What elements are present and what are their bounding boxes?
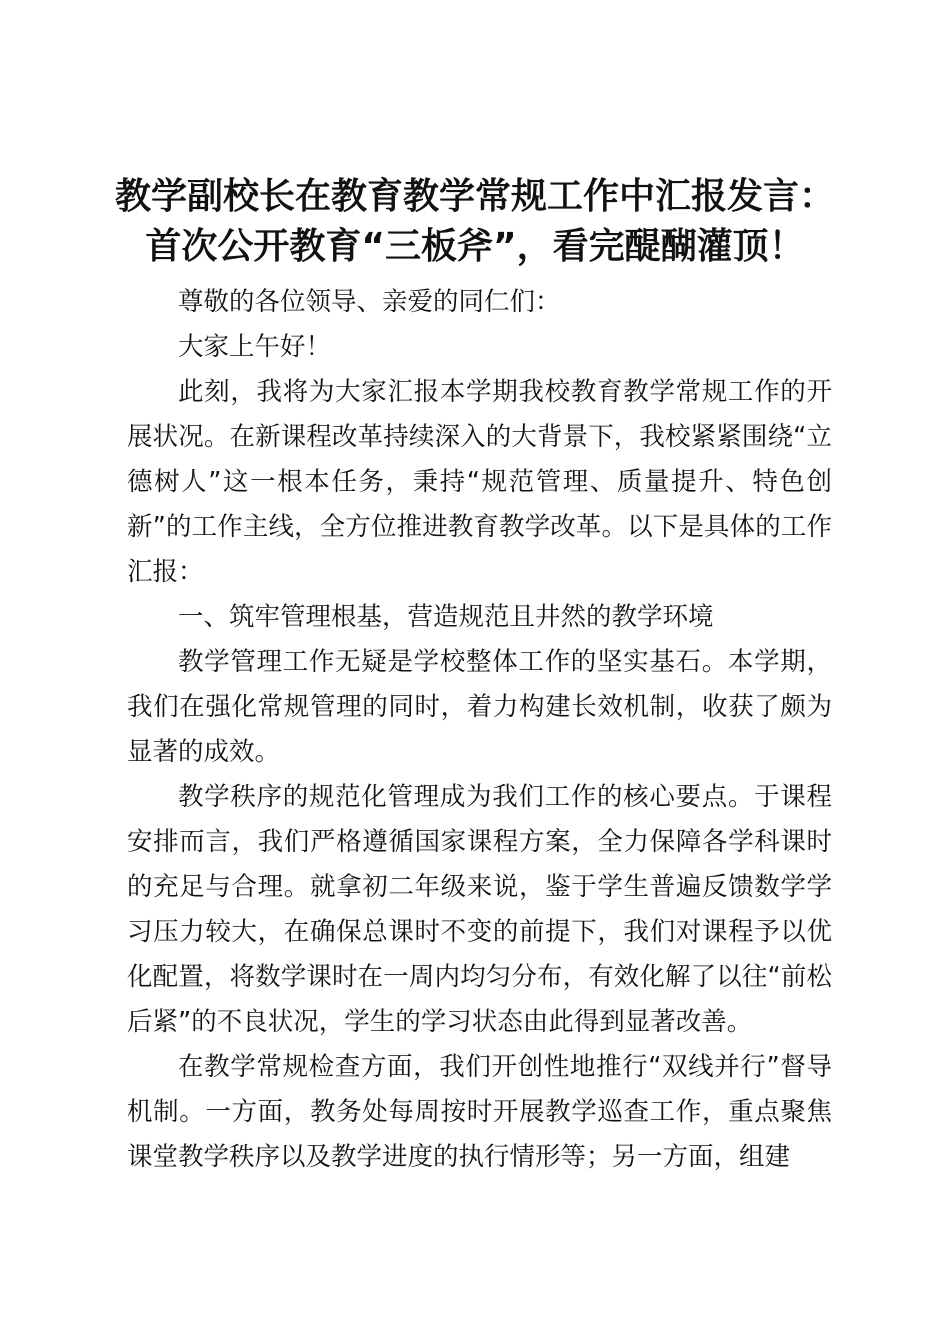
- salutation: 尊敬的各位领导、亲爱的同仁们：: [178, 287, 561, 317]
- document-title-line2: 首次公开教育“三板斧”，看完醍醐灌顶！: [145, 226, 805, 267]
- body-paragraph: 此刻，我将为大家汇报本学期我校教育教学常规工作的开展状况。在新课程改革持续深入的大背景下，我校紧紧围绕“立德树人”这一根本任务，秉持“规范管理、质量提升、特色创新”的工作主线，全方位推进教育教学改革。以下是具体的工作汇报：: [127, 377, 832, 587]
- body-paragraph: 教学管理工作无疑是学校整体工作的坚实基石。本学期，我们在强化常规管理的同时，着力构建长效机制，收获了颇为显著的成效。: [127, 647, 832, 767]
- document-body: [127, 280, 832, 1180]
- section-heading: 一、筑牢管理根基，营造规范且井然的教学环境: [178, 602, 714, 632]
- body-paragraph: 教学秩序的规范化管理成为我们工作的核心要点。于课程安排而言，我们严格遵循国家课程方案，全力保障各学科课时的充足与合理。就拿初二年级来说，鉴于学生普遍反馈数学学习压力较大，在确保总课时不变的前提下，我们对课程予以优化配置，将数学课时在一周内均匀分布，有效化解了以往“前松后紧”的不良状况，学生的学习状态由此得到显著改善。: [127, 782, 832, 1037]
- greeting: 大家上午好！: [178, 332, 332, 362]
- body-paragraph: 在教学常规检查方面，我们开创性地推行“双线并行”督导机制。一方面，教务处每周按时开展教学巡查工作，重点聚焦课堂教学秩序以及教学进度的执行情形等；另一方面，组建: [127, 1052, 832, 1172]
- document-title-line1: 教学副校长在教育教学常规工作中汇报发言：: [114, 176, 835, 217]
